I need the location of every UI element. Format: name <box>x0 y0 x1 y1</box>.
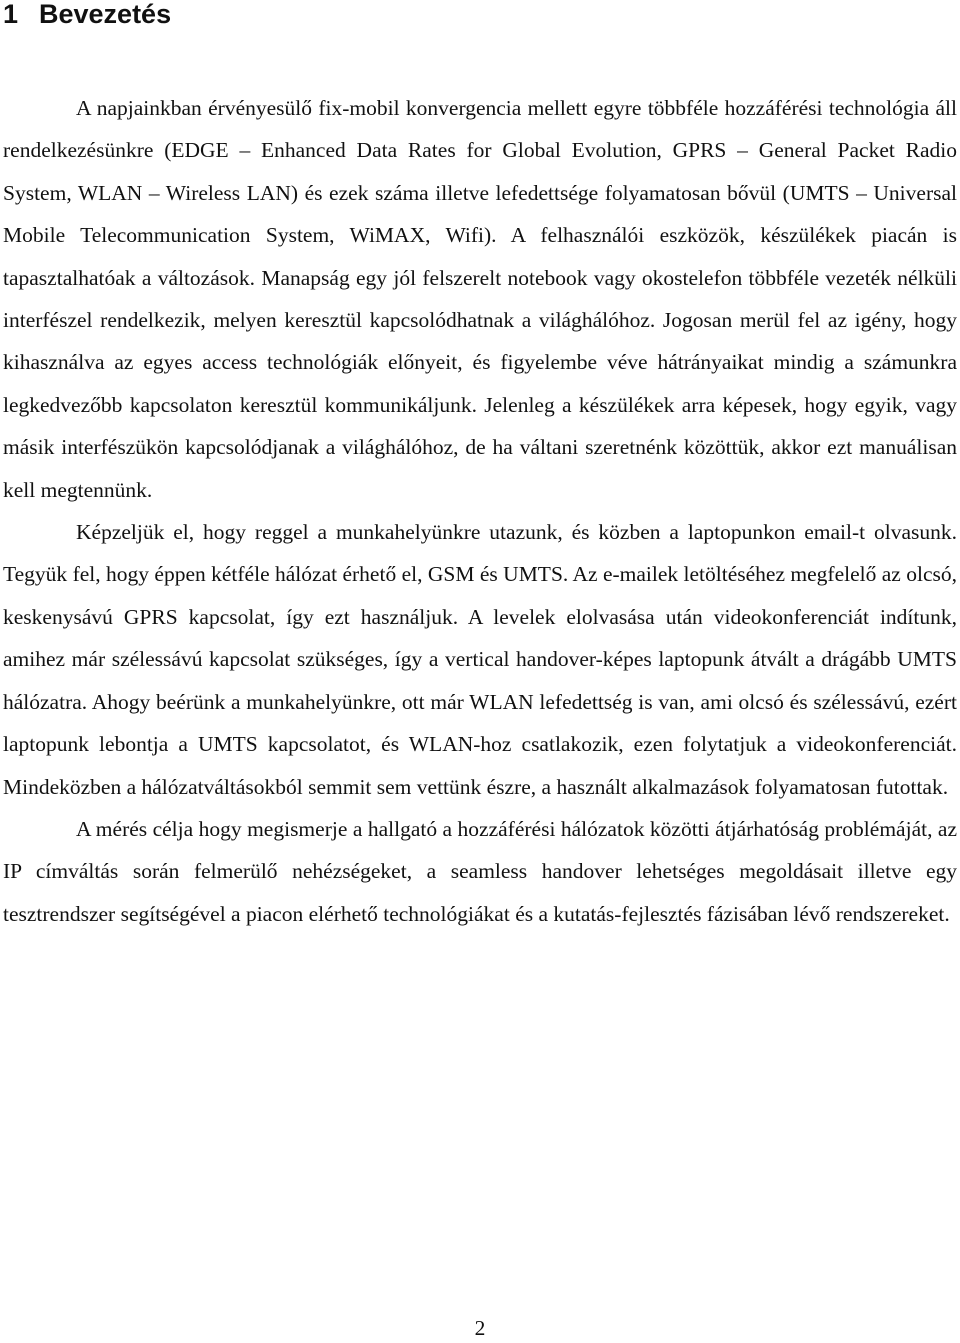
body-text <box>3 87 957 935</box>
paragraph-scenario: Képzeljük el, hogy reggel a munkahelyünkre utazunk, és közben a laptopunkon email-t olvasunk. Tegyük fel, hogy éppen kétféle hálózat érhető el, GSM és UMTS. Az e-mailek letöltéséhez megfelelő az olcsó, keskenysávú GPRS kapcsolat, így ezt használjuk. A levelek elolvasása után videokonferenciát indítunk, amihez már szélessávú kapcsolat szükséges, így a vertical handover-képes laptopunk átvált a drágább UMTS hálózatra. Ahogy beérünk a munkahelyünkre, ott már WLAN lefedettség is van, ami olcsó és szélessávú, ezért laptopunk lebontja a UMTS kapcsolatot, és WLAN-hoz csatlakozik, ezen folytatjuk a videokonferenciát. Mindeközben a hálózatváltásokból semmit sem vettünk észre, a használt alkalmazások folyamatosan futottak. <box>3 520 957 799</box>
section-title: Bevezetés <box>39 0 172 29</box>
paragraph-goal: A mérés célja hogy megismerje a hallgató a hozzáférési hálózatok közötti átjárhatóság problémáját, az IP címváltás során felmerülő nehézségeket, a seamless handover lehetséges megoldásait illetve egy tesztrendszer segítségével a piacon elérhető technológiákat és a kutatás-fejlesztés fázisában lévő rendszereket. <box>3 816 957 926</box>
paragraph-intro: A napjainkban érvényesülő fix-mobil konvergencia mellett egyre többféle hozzáférési technológia áll rendelkezésünkre (EDGE – Enhanced Data Rates for Global Evolution, GPRS – General Packet Radio System, WLAN – Wireless LAN) és ezek száma illetve lefedettsége folyamatosan bővül (UMTS – Universal Mobile Telecommunication System, WiMAX, Wifi). A felhasználói eszközök, készülékek piacán is tapasztalhatóak a változások. Manapság egy jól felszerelt notebook vagy okostelefon többféle vezeték nélküli interfészel rendelkezik, melyen keresztül kapcsolódhatnak a világhálóhoz. Jogosan merül fel az igény, hogy kihasználva az egyes access technológiák előnyeit, és figyelembe véve hátrányaikat mindig a számunkra legkedvezőbb kapcsolaton keresztül kommunikáljunk. Jelenleg a készülékek arra képesek, hogy egyik, vagy másik interfészükön kapcsolódjanak a világhálóhoz, de ha váltani szeretnénk közöttük, akkor ezt manuálisan kell megtennünk. <box>3 96 957 502</box>
section-number: 1 <box>3 0 19 29</box>
section-heading <box>3 0 171 32</box>
page-number: 2 <box>474 1316 486 1340</box>
